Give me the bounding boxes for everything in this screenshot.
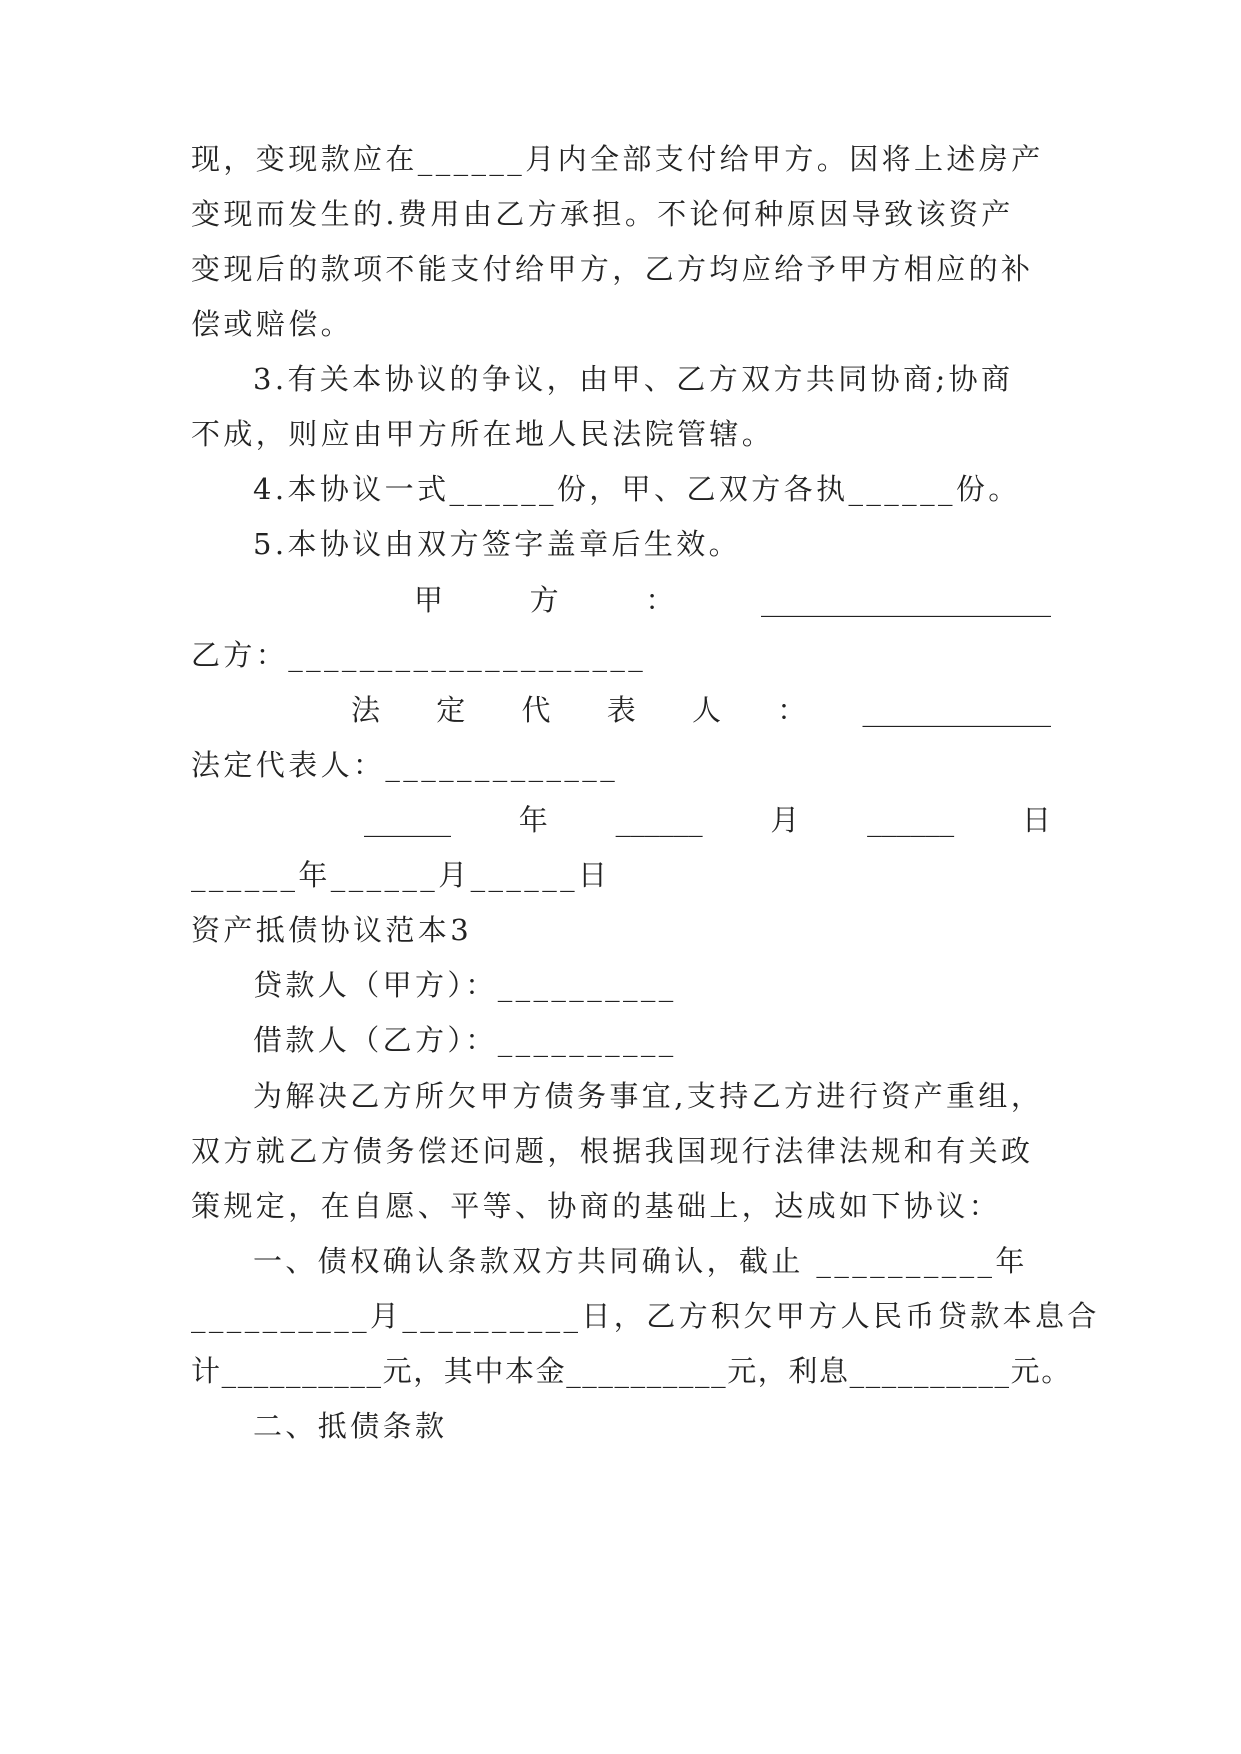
legal-rep-b-line: 法定代表人：_____________ — [191, 748, 619, 782]
clause-5: 5.本协议由双方签字盖章后生效。 — [253, 527, 742, 561]
date-blank-year: ______ — [364, 803, 451, 837]
legal-rep-char: 表 — [606, 693, 636, 727]
party-a-signature-row — [414, 582, 1051, 618]
intro-paragraph-line: 为解决乙方所欠甲方债务事宜,支持乙方进行资产重组， — [253, 1079, 1044, 1113]
lender-line: 贷款人（甲方）：__________ — [253, 968, 677, 1002]
party-b-signature-line: 乙方：____________________ — [191, 638, 647, 672]
intro-paragraph-line: 双方就乙方债务偿还问题，根据我国现行法律法规和有关政 — [191, 1134, 1034, 1168]
date-row-a — [364, 802, 1051, 838]
legal-rep-char: 定 — [436, 693, 466, 727]
date-row-b: ______年______月______日 — [191, 858, 611, 892]
party-a-char: 方 — [529, 583, 559, 617]
legal-rep-colon: ： — [777, 693, 807, 727]
clause-2-heading: 二、抵债条款 — [253, 1409, 448, 1443]
date-blank-day: ______ — [867, 803, 955, 837]
party-a-char: 甲 — [414, 583, 444, 617]
paragraph-line: 偿或赔偿。 — [191, 307, 354, 341]
legal-rep-a-row — [351, 692, 1051, 728]
intro-paragraph-line: 策规定，在自愿、平等、协商的基础上，达成如下协议： — [191, 1189, 1002, 1223]
legal-rep-char: 人 — [692, 693, 722, 727]
date-day-label: 日 — [1021, 803, 1051, 837]
party-a-colon: ： — [645, 583, 675, 617]
legal-rep-blank: _____________ — [862, 693, 1051, 727]
clause-1-line: __________月__________日，乙方积欠甲方人民币贷款本息合 — [191, 1299, 1100, 1333]
party-a-signature-blank: ____________________ — [760, 583, 1051, 617]
clause-3: 3.有关本协议的争议，由甲、乙方双方共同协商;协商 — [253, 362, 1014, 396]
borrower-line: 借款人（乙方）：__________ — [253, 1023, 677, 1057]
paragraph-line: 不成，则应由甲方所在地人民法院管辖。 — [191, 417, 775, 451]
paragraph-line: 变现后的款项不能支付给甲方，乙方均应给予甲方相应的补 — [191, 252, 1034, 286]
date-month-label: 月 — [770, 803, 800, 837]
clause-1-line: 计__________元，其中本金__________元，利息__________元。 — [191, 1354, 1072, 1388]
legal-rep-char: 代 — [521, 693, 551, 727]
clause-1-line: 一、债权确认条款双方共同确认，截止 __________年 — [253, 1244, 1028, 1278]
paragraph-line: 现，变现款应在______月内全部支付给甲方。因将上述房产 — [191, 142, 1044, 176]
legal-rep-char: 法 — [351, 693, 381, 727]
date-blank-month: ______ — [615, 803, 703, 837]
section-title: 资产抵债协议范本3 — [191, 913, 473, 947]
paragraph-line: 变现而发生的.费用由乙方承担。不论何种原因导致该资产 — [191, 197, 1014, 231]
date-year-label: 年 — [518, 803, 548, 837]
clause-4: 4.本协议一式______份，甲、乙双方各执______份。 — [253, 472, 1021, 506]
